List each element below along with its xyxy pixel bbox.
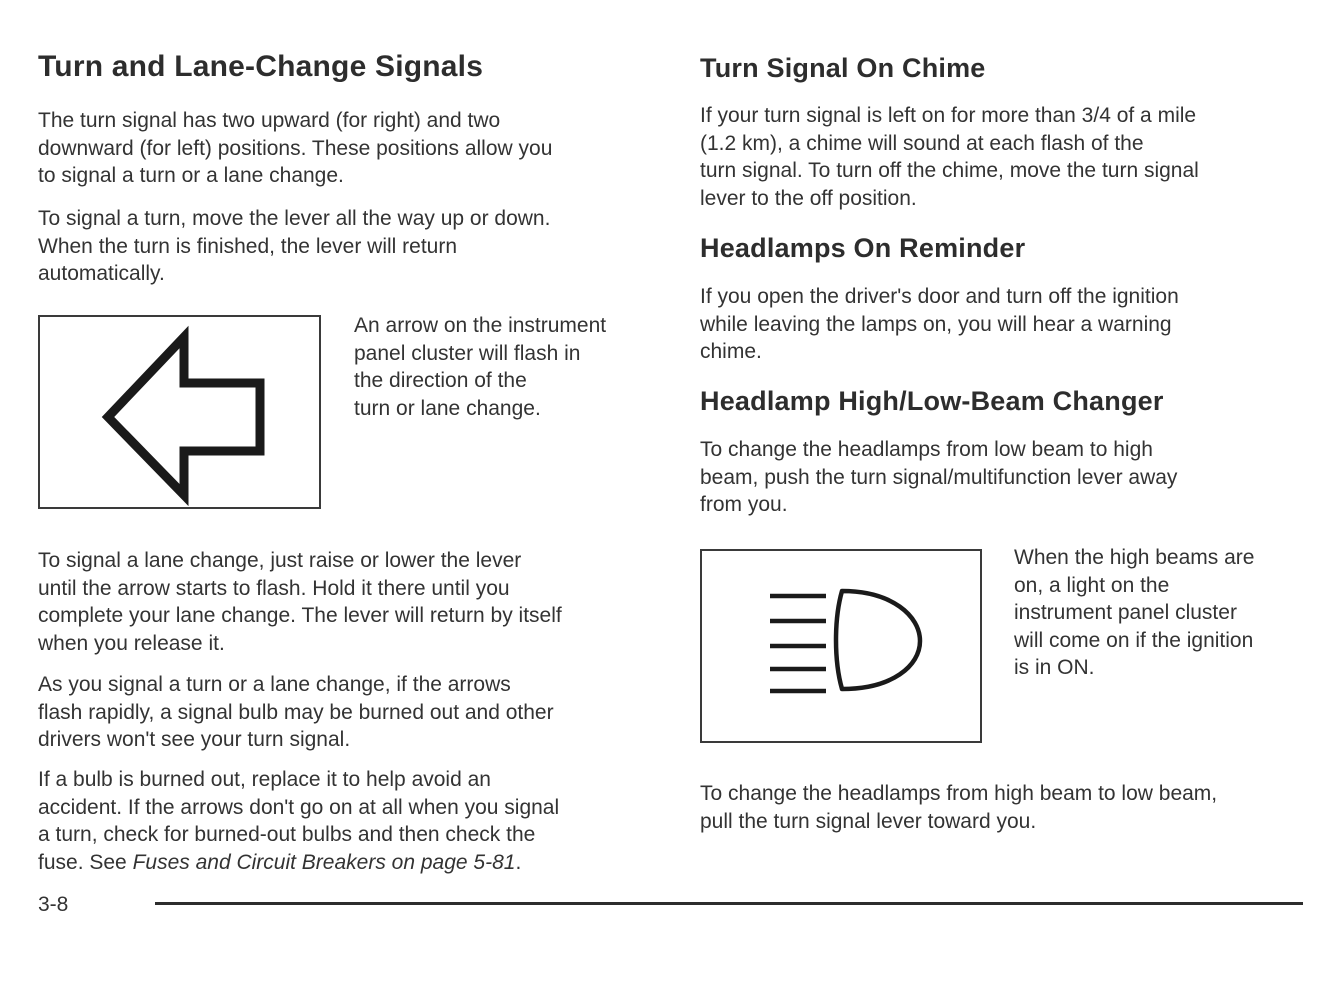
text-line: To signal a lane change, just raise or lower the lever: [38, 549, 522, 572]
text-line: drivers won't see your turn signal.: [38, 728, 351, 751]
chime-paragraph: [700, 102, 1300, 212]
text-line: To change the headlamps from low beam to high: [700, 438, 1153, 461]
high-beam-figure-caption: [1014, 544, 1304, 682]
text-line: will come on if the ignition: [1014, 628, 1254, 652]
text-line: When the high beams are: [1014, 546, 1255, 569]
bulb-paragraph: [38, 766, 658, 876]
chime-heading: Turn Signal On Chime: [700, 53, 986, 83]
text-line: chime.: [700, 340, 762, 363]
low-beam-paragraph: [700, 780, 1320, 835]
text-line: If you open the driver's door and turn off the ignition: [700, 285, 1179, 308]
rapid-flash-paragraph: [38, 671, 658, 754]
cross-reference: Fuses and Circuit Breakers on page 5-81: [132, 850, 516, 874]
text-line: As you signal a turn or a lane change, if the arrows: [38, 673, 511, 696]
text-line: instrument panel cluster: [1014, 601, 1237, 624]
left-turn-arrow-icon: [40, 317, 319, 507]
text-line: when you release it.: [38, 631, 225, 655]
turn-arrow-figure: [38, 315, 321, 509]
beam-changer-heading: Headlamp High/Low-Beam Changer: [700, 386, 1164, 416]
high-beam-figure: [700, 549, 982, 743]
text-line: The turn signal has two upward (for right) and two: [38, 109, 501, 132]
text-segment: .: [515, 850, 522, 874]
text-line: downward (for left) positions. These positions allow you: [38, 136, 553, 160]
text-line: turn signal. To turn off the chime, move the turn signal: [700, 159, 1199, 182]
footer-rule: [155, 902, 1303, 905]
text-line: To change the headlamps from high beam to low beam,: [700, 782, 1218, 805]
text-line: complete your lane change. The lever will return by itself: [38, 604, 562, 627]
text-line: panel cluster will flash in: [354, 341, 581, 365]
turn-signals-heading: Turn and Lane-Change Signals: [38, 50, 484, 83]
text-line: the direction of the: [354, 369, 527, 392]
text-line: until the arrow starts to flash. Hold it there until you: [38, 576, 510, 600]
turn-paragraph: [38, 205, 653, 288]
high-beam-headlamp-icon: [702, 551, 980, 741]
text-line: lever to the off position.: [700, 186, 917, 210]
text-line: while leaving the lamps on, you will hear a warning: [700, 312, 1172, 336]
text-line: from you.: [700, 493, 788, 516]
text-segment: fuse. See: [38, 850, 133, 874]
text-line: accident. If the arrows don't go on at all when you signal: [38, 795, 560, 819]
beam-paragraph: [700, 436, 1300, 519]
turn-figure-caption: [354, 312, 654, 422]
page-number: 3-8: [38, 893, 69, 916]
text-line: (1.2 km), a chime will sound at each flash of the: [700, 131, 1144, 155]
text-line: If a bulb is burned out, replace it to help avoid an: [38, 768, 491, 791]
reminder-paragraph: [700, 283, 1300, 366]
reminder-heading: Headlamps On Reminder: [700, 233, 1026, 263]
text-line: on, a light on the: [1014, 573, 1170, 597]
text-line: is in ON.: [1014, 656, 1095, 679]
text-line: If your turn signal is left on for more than 3/4 of a mile: [700, 104, 1197, 127]
text-line: To signal a turn, move the lever all the way up or down.: [38, 207, 551, 230]
text-line: [38, 849, 658, 877]
text-line: turn or lane change.: [354, 396, 541, 420]
text-line: pull the turn signal lever toward you.: [700, 809, 1037, 833]
text-line: a turn, check for burned-out bulbs and then check the: [38, 823, 536, 846]
text-line: beam, push the turn signal/multifunction lever away: [700, 465, 1178, 489]
text-line: flash rapidly, a signal bulb may be burned out and other: [38, 700, 554, 724]
text-line: to signal a turn or a lane change.: [38, 164, 344, 187]
lane-change-paragraph: [38, 547, 658, 657]
text-line: An arrow on the instrument: [354, 314, 607, 337]
text-line: automatically.: [38, 262, 165, 285]
text-line: When the turn is finished, the lever will return: [38, 234, 458, 258]
intro-paragraph: [38, 107, 653, 190]
